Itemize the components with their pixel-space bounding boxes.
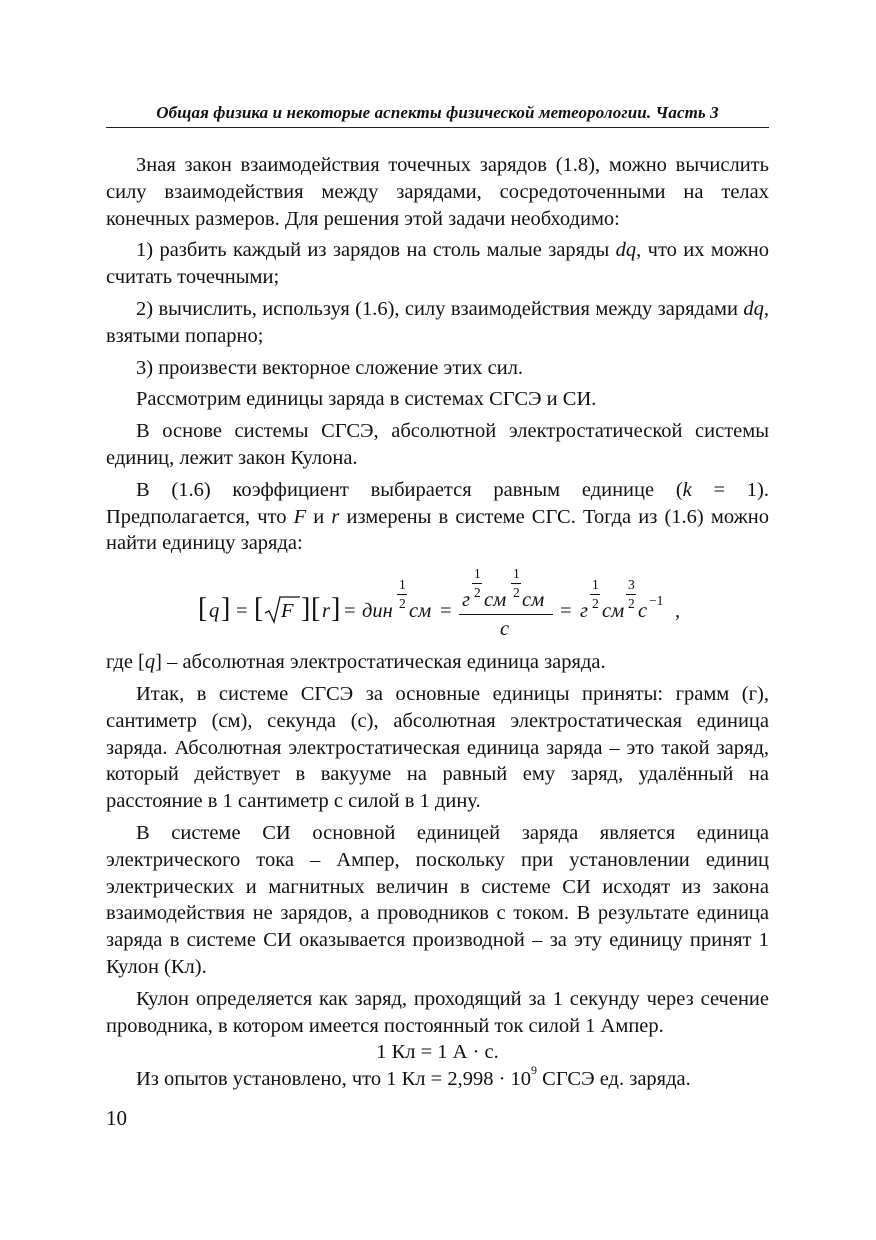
exp-num: 1 [474, 566, 481, 582]
header-rule [106, 127, 769, 128]
text-span: СГСЭ ед. заряда. [537, 1068, 691, 1091]
equals-sign: = [560, 600, 572, 623]
formula-q: q [209, 600, 220, 623]
var-dq: dq [743, 297, 764, 320]
text-span: 2) вычислить, используя (1.6), силу взаимодействия между зарядами [136, 297, 744, 320]
text-span: В (1.6) коэффициент выбирается равным единице ( [136, 478, 683, 501]
running-title: Общая физика и некоторые аспекты физической метеорологии. Часть 3 [156, 103, 719, 122]
exp-den: 2 [592, 596, 599, 612]
exp-num: 1 [399, 577, 406, 593]
bracket-close: ] [301, 593, 311, 625]
exp-bar [590, 594, 600, 595]
fraction-bar [459, 614, 553, 615]
text-span: и [306, 505, 332, 528]
paragraph-9: Итак, в системе СГСЭ за основные единицы приняты: грамм (г), сантиметр (см), секунда (с), абсолютная электростатическая единица заряда. Абсолютная электростатическая единица заряда – это такой заряд, который действует в вакууме на равный ему заряд, удалённый на расстояние в 1 сантиметр с силой в 1 дину. [106, 682, 769, 813]
text-span: = 1). Предполагается, что [106, 478, 770, 528]
text-span: ] – абсолютная электростатическая единица заряда. [155, 651, 606, 674]
paragraph-5: Рассмотрим единицы заряда в системах СГСЭ и СИ. [136, 388, 597, 411]
unit-sm: см [522, 589, 545, 612]
unit-g: г [580, 600, 588, 623]
exp-bar [472, 583, 482, 584]
exp-num: 1 [592, 577, 599, 593]
paragraph-10: В системе СИ основной единицей заряда является единица электрического тока – Ампер, поскольку при установлении единиц электрических и магнитных величин в системе СИ исходят из закона взаимодействия не зарядов, а проводников с током. В результате единица заряда в системе СИ оказывается производной – за эту единицу принят 1 Кулон (Кл). [106, 821, 769, 978]
var-k: k [682, 478, 692, 501]
exp-den: 2 [399, 596, 406, 612]
paragraph-8 [106, 649, 769, 676]
text-span: измерены в системе СГС. Тогда из (1.6) можно найти единицу заряда: [106, 505, 769, 555]
exponent: 9 [531, 1063, 538, 1078]
equals-sign: = [440, 600, 452, 623]
exp-den: 2 [628, 596, 635, 612]
formula-F: F [281, 600, 294, 623]
exp-minus-one: −1 [649, 593, 664, 609]
exp-bar [397, 594, 407, 595]
equation-coulomb: 1 Кл = 1 А · с. [376, 1041, 499, 1064]
text-span: 1) разбить каждый из зарядов на столь малые заряды [136, 239, 616, 262]
formula-r: r [322, 600, 330, 623]
bracket-close: ] [221, 593, 231, 625]
paragraph-11: Кулон определяется как заряд, проходящий за 1 секунду через сечение проводника, в котором имеется постоянный ток силой 1 Ампер. [106, 987, 769, 1037]
text-span: , что их можно считать точечными; [106, 239, 769, 289]
paragraph-12 [106, 1063, 769, 1093]
exp-bar [626, 594, 636, 595]
unit-formula [106, 561, 769, 649]
var-F: F [293, 505, 307, 528]
text-span: Из опытов установлено, что 1 Кл = 2,998 · 10 [136, 1068, 532, 1091]
equals-sign: = [344, 600, 356, 623]
page-number: 10 [106, 1106, 127, 1130]
unit-sm: см [602, 600, 625, 623]
body-text [106, 152, 769, 1093]
equals-sign: = [236, 600, 248, 623]
bracket-open: [ [198, 593, 208, 625]
unit-sm: см [484, 589, 507, 612]
formula-comma: , [675, 600, 681, 623]
bracket-open: [ [254, 593, 264, 625]
paragraph-7 [106, 477, 769, 557]
unit-sm: см [409, 600, 432, 623]
exp-den: 2 [513, 585, 520, 601]
var-q: q [144, 651, 156, 674]
exp-den: 2 [474, 585, 481, 601]
paragraph-4: 3) произвести векторное сложение этих сил. [136, 356, 524, 379]
bracket-open: [ [311, 593, 321, 625]
var-dq: dq [615, 239, 637, 262]
text-span: , взятыми попарно; [106, 297, 769, 347]
paragraph-2 [106, 237, 769, 291]
unit-g: г [462, 589, 470, 612]
exp-bar [511, 583, 521, 584]
text-span: где [ [106, 651, 145, 674]
exp-num: 3 [628, 577, 635, 593]
exp-num: 1 [513, 566, 520, 582]
paragraph-6: В основе системы СГСЭ, абсолютной электростатической системы единиц, лежит закон Кулона. [106, 420, 769, 469]
unit-din: дин [362, 600, 393, 623]
bracket-close: ] [331, 593, 341, 625]
unit-c: с [638, 600, 648, 623]
paragraph-1: Зная закон взаимодействия точечных зарядов (1.8), можно вычислить силу взаимодействия между зарядами, сосредоточенными на телах конечных размеров. Для решения этой задачи необходимо: [106, 154, 769, 230]
var-r: r [331, 505, 340, 528]
paragraph-3 [106, 296, 769, 350]
unit-c: с [500, 618, 510, 641]
